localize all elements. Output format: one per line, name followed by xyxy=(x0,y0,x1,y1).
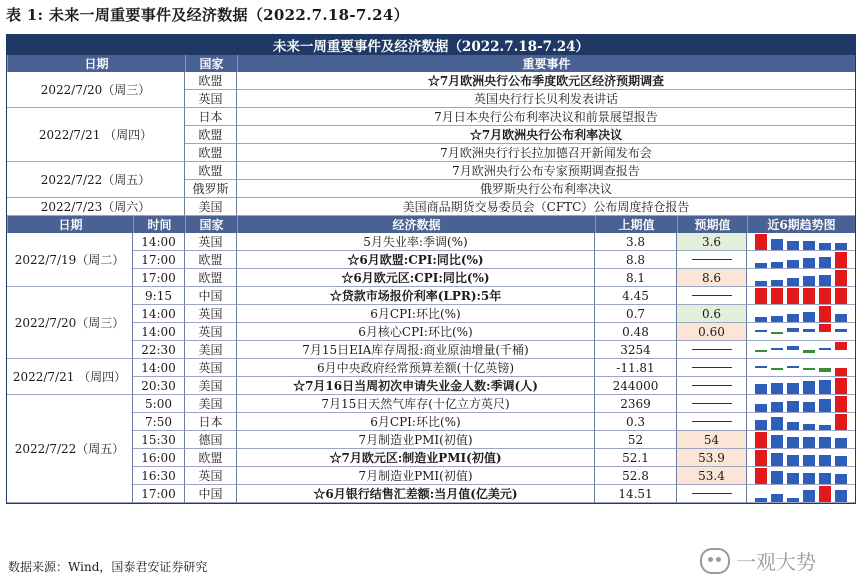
event-text-cell: 7月欧洲央行公布专家预期调查报告 xyxy=(237,162,855,180)
data-previous-cell: 14.51 xyxy=(595,485,677,503)
data-indicator-cell: 6月核心CPI:环比(%) xyxy=(237,323,595,341)
data-forecast-cell: 54 xyxy=(677,431,747,449)
sparkline-bars xyxy=(753,270,849,286)
sparkline-bar xyxy=(803,402,815,412)
data-time-cell: 17:00 xyxy=(133,485,185,503)
trend-sparkline xyxy=(747,431,855,449)
sparkline-bar xyxy=(819,275,831,286)
data-forecast-cell: 0.6 xyxy=(677,305,747,323)
event-country-cell: 欧盟 xyxy=(185,144,237,162)
sparkline-bar xyxy=(755,350,767,352)
data-forecast-cell: 3.6 xyxy=(677,233,747,251)
data-forecast-cell xyxy=(677,251,747,269)
sparkline-bars xyxy=(753,486,849,502)
table-title-row xyxy=(7,35,855,55)
data-section xyxy=(7,233,855,503)
sparkline-bar xyxy=(835,378,847,394)
no-forecast-dash xyxy=(692,421,732,422)
no-forecast-dash xyxy=(692,349,732,350)
data-previous-cell: 0.48 xyxy=(595,323,677,341)
sparkline-bar xyxy=(819,288,831,304)
data-forecast-cell xyxy=(677,359,747,377)
data-indicator-cell: 6月中央政府经常预算差额(十亿英镑) xyxy=(237,359,595,377)
data-indicator-cell: 5月失业率:季调(%) xyxy=(237,233,595,251)
sparkline-bar xyxy=(819,473,831,484)
data-indicator-cell: 7月15日EIA库存周报:商业原油增量(千桶) xyxy=(237,341,595,359)
event-country-cell: 美国 xyxy=(185,198,237,216)
sparkline-bar xyxy=(819,380,831,394)
sparkline-bar xyxy=(755,288,767,304)
data-indicator-cell: ☆6月欧元区:CPI:同比(%) xyxy=(237,269,595,287)
sparkline-bar xyxy=(803,288,815,304)
data-previous-cell: 8.8 xyxy=(595,251,677,269)
trend-sparkline xyxy=(747,449,855,467)
no-forecast-dash xyxy=(692,403,732,404)
sparkline-bars xyxy=(753,450,849,466)
sparkline-bar xyxy=(787,260,799,268)
sparkline-bars xyxy=(753,468,849,484)
event-text-cell: ☆7月欧洲央行公布季度欧元区经济预期调查 xyxy=(237,72,855,90)
sparkline-bar xyxy=(819,324,831,332)
sparkline-bar xyxy=(835,456,847,466)
data-time-cell: 20:30 xyxy=(133,377,185,395)
events-header-row xyxy=(7,55,855,72)
data-forecast-cell xyxy=(677,341,747,359)
data-indicator-cell: ☆7月16日当周初次申请失业金人数:季调(人) xyxy=(237,377,595,395)
trend-sparkline xyxy=(747,233,855,251)
sparkline-bar xyxy=(803,424,815,430)
sparkline-bar xyxy=(819,455,831,466)
sparkline-bars xyxy=(753,342,849,358)
sparkline-bar xyxy=(787,314,799,322)
sparkline-bar xyxy=(803,473,815,484)
data-country-cell: 英国 xyxy=(185,305,237,323)
data-indicator-cell: ☆6月银行结售汇差额:当月值(亿美元) xyxy=(237,485,595,503)
events-data-table xyxy=(6,34,856,504)
events-header-event: 重要事件 xyxy=(237,55,855,72)
data-country-cell: 中国 xyxy=(185,485,237,503)
sparkline-bar xyxy=(787,401,799,412)
events-header-country: 国家 xyxy=(185,55,237,72)
event-date-cell: 2022/7/22（周五） xyxy=(7,162,185,198)
no-forecast-dash xyxy=(692,367,732,368)
sparkline-bar xyxy=(803,276,815,286)
data-previous-cell: 52.8 xyxy=(595,467,677,485)
event-text-cell: 美国商品期货交易委员会（CFTC）公布周度持仓报告 xyxy=(237,198,855,216)
sparkline-bar xyxy=(755,450,767,466)
data-time-cell: 14:00 xyxy=(133,305,185,323)
sparkline-bar xyxy=(803,455,815,466)
sparkline-bar xyxy=(819,425,831,430)
data-date-cell: 2022/7/19（周二） xyxy=(7,233,133,287)
data-time-cell: 22:30 xyxy=(133,341,185,359)
sparkline-bar xyxy=(755,263,767,268)
event-country-cell: 日本 xyxy=(185,108,237,126)
data-previous-cell: 52.1 xyxy=(595,449,677,467)
sparkline-bar xyxy=(835,342,847,350)
data-time-cell: 14:00 xyxy=(133,323,185,341)
events-header-date: 日期 xyxy=(7,55,185,72)
trend-sparkline xyxy=(747,287,855,305)
sparkline-bar xyxy=(803,241,815,250)
sparkline-bar xyxy=(787,288,799,304)
sparkline-bar xyxy=(755,366,767,368)
data-country-cell: 英国 xyxy=(185,233,237,251)
event-text-cell: 7月日本央行公布利率决议和前景展望报告 xyxy=(237,108,855,126)
event-text-cell: ☆7月欧洲央行公布利率决议 xyxy=(237,126,855,144)
sparkline-bar xyxy=(771,288,783,304)
events-section xyxy=(7,72,855,216)
data-previous-cell: 3.8 xyxy=(595,233,677,251)
sparkline-bar xyxy=(835,490,847,502)
data-forecast-cell: 53.9 xyxy=(677,449,747,467)
data-indicator-cell: 6月CPI:环比(%) xyxy=(237,413,595,431)
trend-sparkline xyxy=(747,359,855,377)
data-previous-cell: 0.7 xyxy=(595,305,677,323)
event-country-cell: 欧盟 xyxy=(185,72,237,90)
data-time-cell: 14:00 xyxy=(133,233,185,251)
data-forecast-cell xyxy=(677,485,747,503)
data-country-cell: 日本 xyxy=(185,413,237,431)
data-previous-cell: 52 xyxy=(595,431,677,449)
sparkline-bar xyxy=(803,490,815,502)
table-caption: 表 1: 未来一周重要事件及经济数据（2022.7.18-7.24） xyxy=(6,6,409,24)
sparkline-bar xyxy=(771,316,783,322)
sparkline-bar xyxy=(787,278,799,286)
data-previous-cell: 0.3 xyxy=(595,413,677,431)
sparkline-bars xyxy=(753,306,849,322)
trend-sparkline xyxy=(747,485,855,503)
sparkline-bar xyxy=(835,368,847,376)
sparkline-bar xyxy=(803,312,815,322)
sparkline-bar xyxy=(835,474,847,484)
sparkline-bar xyxy=(755,330,767,332)
sparkline-bar xyxy=(803,437,815,448)
data-previous-cell: -11.81 xyxy=(595,359,677,377)
data-header-forecast: 预期值 xyxy=(677,216,747,233)
data-forecast-cell xyxy=(677,287,747,305)
sparkline-bar xyxy=(787,455,799,466)
data-country-cell: 中国 xyxy=(185,287,237,305)
sparkline-bar xyxy=(771,453,783,466)
trend-sparkline xyxy=(747,377,855,395)
sparkline-bar xyxy=(771,332,783,334)
sparkline-bar xyxy=(771,368,783,370)
sparkline-bars xyxy=(753,288,849,304)
sparkline-bar xyxy=(787,366,799,368)
watermark-text: 一观大势 xyxy=(736,550,816,574)
table-title: 未来一周重要事件及经济数据（2022.7.18-7.24） xyxy=(272,39,590,55)
sparkline-bar xyxy=(787,328,799,332)
sparkline-bar xyxy=(771,348,783,350)
sparkline-bar xyxy=(771,383,783,394)
data-header-previous: 上期值 xyxy=(595,216,677,233)
data-indicator-cell: 7月15日天然气库存(十亿立方英尺) xyxy=(237,395,595,413)
sparkline-bar xyxy=(755,281,767,286)
data-date-cell: 2022/7/20（周三） xyxy=(7,287,133,359)
sparkline-bar xyxy=(755,498,767,502)
sparkline-bars xyxy=(753,234,849,250)
event-text-cell: 英国央行行长贝利发表讲话 xyxy=(237,90,855,108)
data-forecast-cell: 53.4 xyxy=(677,467,747,485)
sparkline-bars xyxy=(753,252,849,268)
sparkline-bar xyxy=(787,383,799,394)
sparkline-bar xyxy=(787,346,799,350)
data-country-cell: 德国 xyxy=(185,431,237,449)
data-header-row xyxy=(7,216,855,233)
data-time-cell: 15:30 xyxy=(133,431,185,449)
data-header-trend: 近6期趋势图 xyxy=(747,216,855,233)
event-country-cell: 欧盟 xyxy=(185,162,237,180)
sparkline-bar xyxy=(835,329,847,332)
data-indicator-cell: ☆7月欧元区:制造业PMI(初值) xyxy=(237,449,595,467)
sparkline-bar xyxy=(819,399,831,412)
sparkline-bar xyxy=(835,396,847,412)
sparkline-bar xyxy=(787,473,799,484)
sparkline-bar xyxy=(835,243,847,250)
event-date-cell: 2022/7/21 （周四） xyxy=(7,108,185,162)
sparkline-bar xyxy=(819,348,831,350)
data-previous-cell: 3254 xyxy=(595,341,677,359)
data-header-date: 日期 xyxy=(7,216,133,233)
data-country-cell: 美国 xyxy=(185,395,237,413)
data-time-cell: 14:00 xyxy=(133,359,185,377)
data-country-cell: 欧盟 xyxy=(185,269,237,287)
trend-sparkline xyxy=(747,395,855,413)
sparkline-bar xyxy=(771,280,783,286)
data-indicator-cell: 7月制造业PMI(初值) xyxy=(237,467,595,485)
data-forecast-cell xyxy=(677,377,747,395)
data-country-cell: 美国 xyxy=(185,377,237,395)
data-previous-cell: 4.45 xyxy=(595,287,677,305)
trend-sparkline xyxy=(747,467,855,485)
sparkline-bar xyxy=(771,471,783,484)
data-time-cell: 9:15 xyxy=(133,287,185,305)
data-time-cell: 17:00 xyxy=(133,251,185,269)
trend-sparkline xyxy=(747,305,855,323)
sparkline-bars xyxy=(753,432,849,448)
sparkline-bars xyxy=(753,324,849,340)
sparkline-bar xyxy=(835,438,847,448)
data-country-cell: 英国 xyxy=(185,323,237,341)
data-country-cell: 欧盟 xyxy=(185,251,237,269)
data-header-indicator: 经济数据 xyxy=(237,216,595,233)
data-country-cell: 欧盟 xyxy=(185,449,237,467)
sparkline-bar xyxy=(755,404,767,412)
sparkline-bars xyxy=(753,414,849,430)
data-country-cell: 英国 xyxy=(185,467,237,485)
sparkline-bar xyxy=(835,414,847,430)
data-forecast-cell: 8.6 xyxy=(677,269,747,287)
data-date-cell: 2022/7/21 （周四） xyxy=(7,359,133,395)
data-date-cell: 2022/7/22（周五） xyxy=(7,395,133,503)
data-time-cell: 5:00 xyxy=(133,395,185,413)
data-time-cell: 16:30 xyxy=(133,467,185,485)
data-forecast-cell xyxy=(677,395,747,413)
sparkline-bars xyxy=(753,396,849,412)
sparkline-bar xyxy=(755,432,767,448)
no-forecast-dash xyxy=(692,385,732,386)
data-header-country: 国家 xyxy=(185,216,237,233)
sparkline-bar xyxy=(771,417,783,430)
event-country-cell: 俄罗斯 xyxy=(185,180,237,198)
sparkline-bar xyxy=(835,270,847,286)
no-forecast-dash xyxy=(692,493,732,494)
no-forecast-dash xyxy=(692,259,732,260)
sparkline-bar xyxy=(787,498,799,502)
sparkline-bar xyxy=(803,368,815,370)
sparkline-bar xyxy=(771,239,783,250)
sparkline-bar xyxy=(787,422,799,430)
trend-sparkline xyxy=(747,269,855,287)
sparkline-bar xyxy=(819,257,831,268)
wechat-icon xyxy=(700,548,730,574)
data-header-time: 时间 xyxy=(133,216,185,233)
event-text-cell: 7月欧洲央行行长拉加德召开新闻发布会 xyxy=(237,144,855,162)
data-time-cell: 16:00 xyxy=(133,449,185,467)
sparkline-bar xyxy=(819,437,831,448)
data-previous-cell: 2369 xyxy=(595,395,677,413)
trend-sparkline xyxy=(747,413,855,431)
watermark xyxy=(700,546,816,575)
no-forecast-dash xyxy=(692,295,732,296)
data-previous-cell: 8.1 xyxy=(595,269,677,287)
data-indicator-cell: ☆6月欧盟:CPI:同比(%) xyxy=(237,251,595,269)
sparkline-bar xyxy=(755,317,767,322)
sparkline-bar xyxy=(835,252,847,268)
sparkline-bars xyxy=(753,360,849,376)
sparkline-bar xyxy=(835,314,847,322)
data-previous-cell: 244000 xyxy=(595,377,677,395)
event-country-cell: 英国 xyxy=(185,90,237,108)
trend-sparkline xyxy=(747,251,855,269)
data-time-cell: 7:50 xyxy=(133,413,185,431)
sparkline-bar xyxy=(787,241,799,250)
sparkline-bar xyxy=(803,350,815,353)
data-country-cell: 英国 xyxy=(185,359,237,377)
sparkline-bar xyxy=(803,381,815,394)
sparkline-bar xyxy=(835,288,847,304)
sparkline-bar xyxy=(771,402,783,412)
sparkline-bar xyxy=(819,368,831,372)
data-indicator-cell: 7月制造业PMI(初值) xyxy=(237,431,595,449)
sparkline-bar xyxy=(819,486,831,502)
sparkline-bar xyxy=(819,243,831,250)
sparkline-bar xyxy=(771,262,783,268)
event-country-cell: 欧盟 xyxy=(185,126,237,144)
sparkline-bar xyxy=(787,437,799,448)
data-country-cell: 美国 xyxy=(185,341,237,359)
sparkline-bar xyxy=(755,384,767,394)
data-indicator-cell: 6月CPI:环比(%) xyxy=(237,305,595,323)
sparkline-bar xyxy=(771,435,783,448)
data-time-cell: 17:00 xyxy=(133,269,185,287)
sparkline-bar xyxy=(755,468,767,484)
data-indicator-cell: ☆贷款市场报价利率(LPR):5年 xyxy=(237,287,595,305)
sparkline-bar xyxy=(819,306,831,322)
event-date-cell: 2022/7/20（周三） xyxy=(7,72,185,108)
trend-sparkline xyxy=(747,323,855,341)
event-text-cell: 俄罗斯央行公布利率决议 xyxy=(237,180,855,198)
sparkline-bar xyxy=(755,420,767,430)
sparkline-bar xyxy=(803,258,815,268)
sparkline-bars xyxy=(753,378,849,394)
sparkline-bar xyxy=(803,329,815,332)
sparkline-bar xyxy=(755,234,767,250)
trend-sparkline xyxy=(747,341,855,359)
data-forecast-cell: 0.60 xyxy=(677,323,747,341)
event-date-cell: 2022/7/23（周六） xyxy=(7,198,185,216)
source-note: 数据来源：Wind，国泰君安证券研究 xyxy=(8,560,208,574)
data-forecast-cell xyxy=(677,413,747,431)
sparkline-bar xyxy=(771,494,783,502)
